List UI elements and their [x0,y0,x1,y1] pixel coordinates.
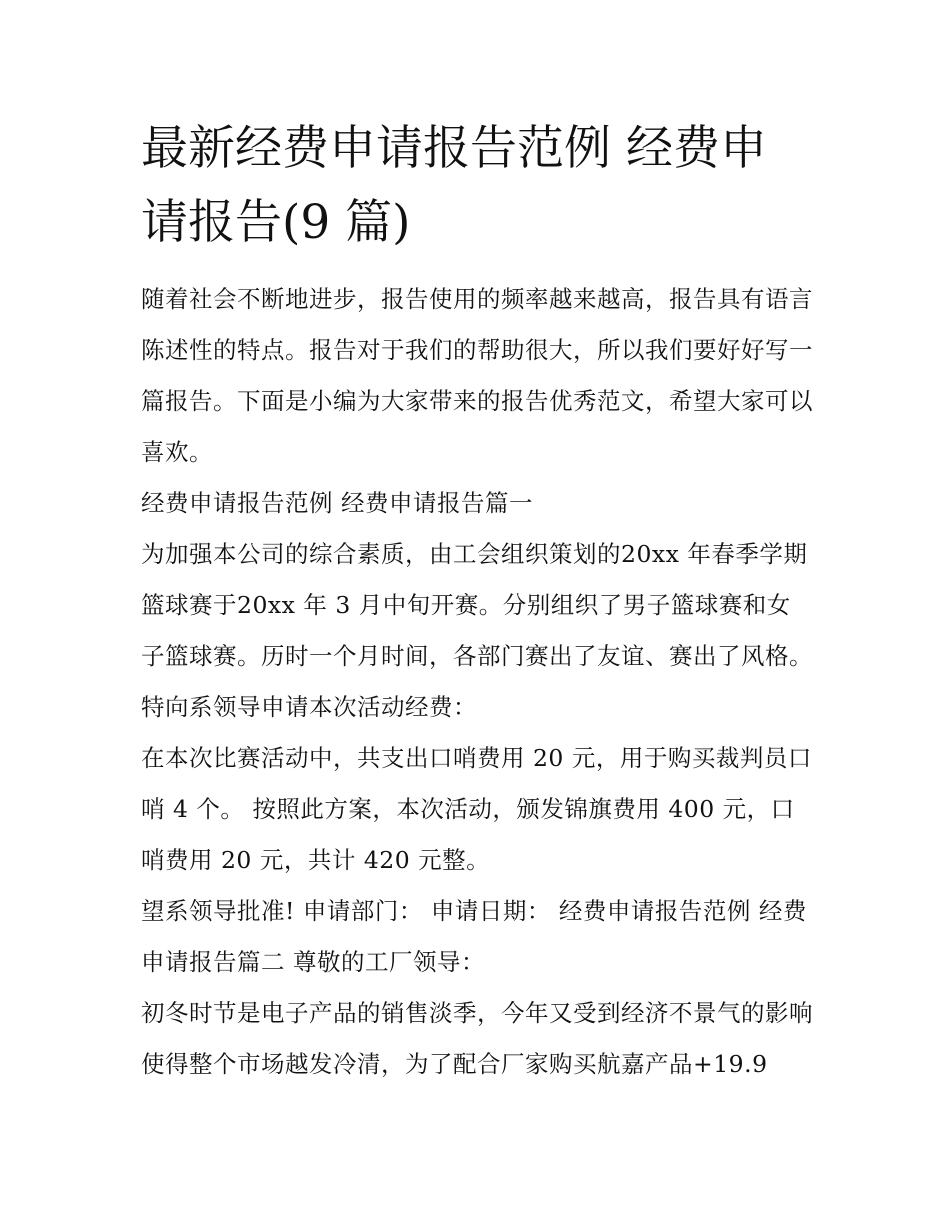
document-body [141,112,813,1090]
intro-paragraph: 随着社会不断地进步，报告使用的频率越来越高，报告具有语言陈述性的特点。报告对于我们的帮助很大，所以我们要好好写一篇报告。下面是小编为大家带来的报告优秀范文，希望大家可以喜欢。 [141,285,813,466]
section-heading-one: 经费申请报告范例 经费申请报告篇一 [141,489,533,517]
document-title: 最新经费申请报告范例 经费申请报告(9 篇) [141,121,767,250]
approval-paragraph: 望系领导批准! 申请部门： 申请日期： 经费申请报告范例 经费申请报告篇二 尊敬的工厂领导： [141,897,807,976]
expense-paragraph: 在本次比赛活动中，共支出口哨费用 20 元，用于购买裁判员口哨 4 个。 按照此方案，本次活动，颁发锦旗费用 400 元，口哨费用 20 元，共计 420 元整。 [141,744,812,874]
basketball-paragraph: 为加强本公司的综合素质，由工会组织策划的20xx 年春季学期篮球赛于20xx 年 3 月中旬开赛。分别组织了男子篮球赛和女子篮球赛。历时一个月时间，各部门赛出了友谊、赛出了风格。特向系领导申请本次活动经费： [141,540,813,721]
sales-paragraph: 初冬时节是电子产品的销售淡季，今年又受到经济不景气的影响使得整个市场越发冷清，为了配合厂家购买航嘉产品+19.9 [141,999,813,1078]
